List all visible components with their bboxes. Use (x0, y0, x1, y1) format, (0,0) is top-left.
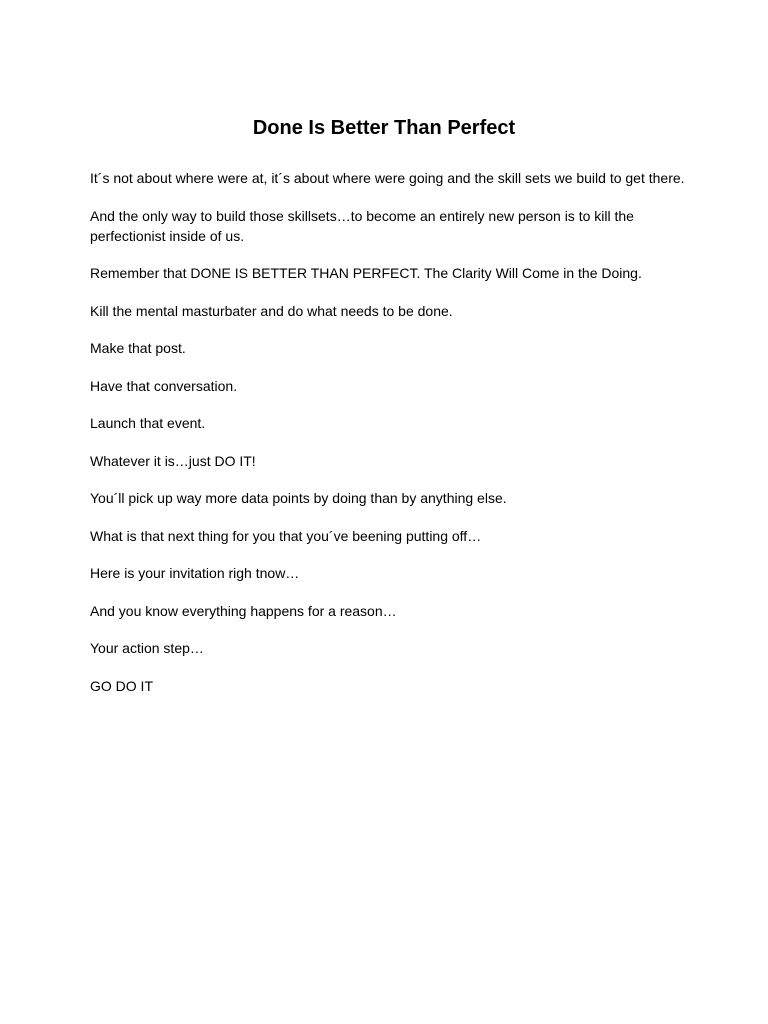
paragraph: And you know everything happens for a reason… (90, 602, 397, 619)
paragraph: What is that next thing for you that you´ve beening putting off… (90, 527, 482, 544)
paragraph: Remember that DONE IS BETTER THAN PERFECT. The Clarity Will Come in the Doing. (90, 265, 642, 281)
paragraph: Kill the mental masturbater and do what needs to be done. (90, 302, 453, 319)
document-title: Done Is Better Than Perfect (252, 117, 516, 139)
paragraph: You´ll pick up way more data points by doing than by anything else. (90, 490, 507, 506)
paragraph: Whatever it is…just DO IT! (90, 452, 256, 469)
paragraph: Here is your invitation righ tnow… (90, 565, 300, 581)
paragraph: GO DO IT (90, 677, 153, 694)
paragraph: It´s not about where were at, it´s about where were going and the skill sets we build to get there. (90, 170, 685, 186)
paragraph: Your action step… (90, 640, 204, 656)
paragraph: Have that conversation. (90, 377, 238, 394)
paragraph: And the only way to build those skillsets…to become an entirely new person is to kill the perfectionist inside of us. (90, 207, 634, 244)
paragraph: Make that post. (90, 340, 186, 356)
paragraph: Launch that event. (90, 415, 206, 431)
document-body (90, 168, 690, 713)
